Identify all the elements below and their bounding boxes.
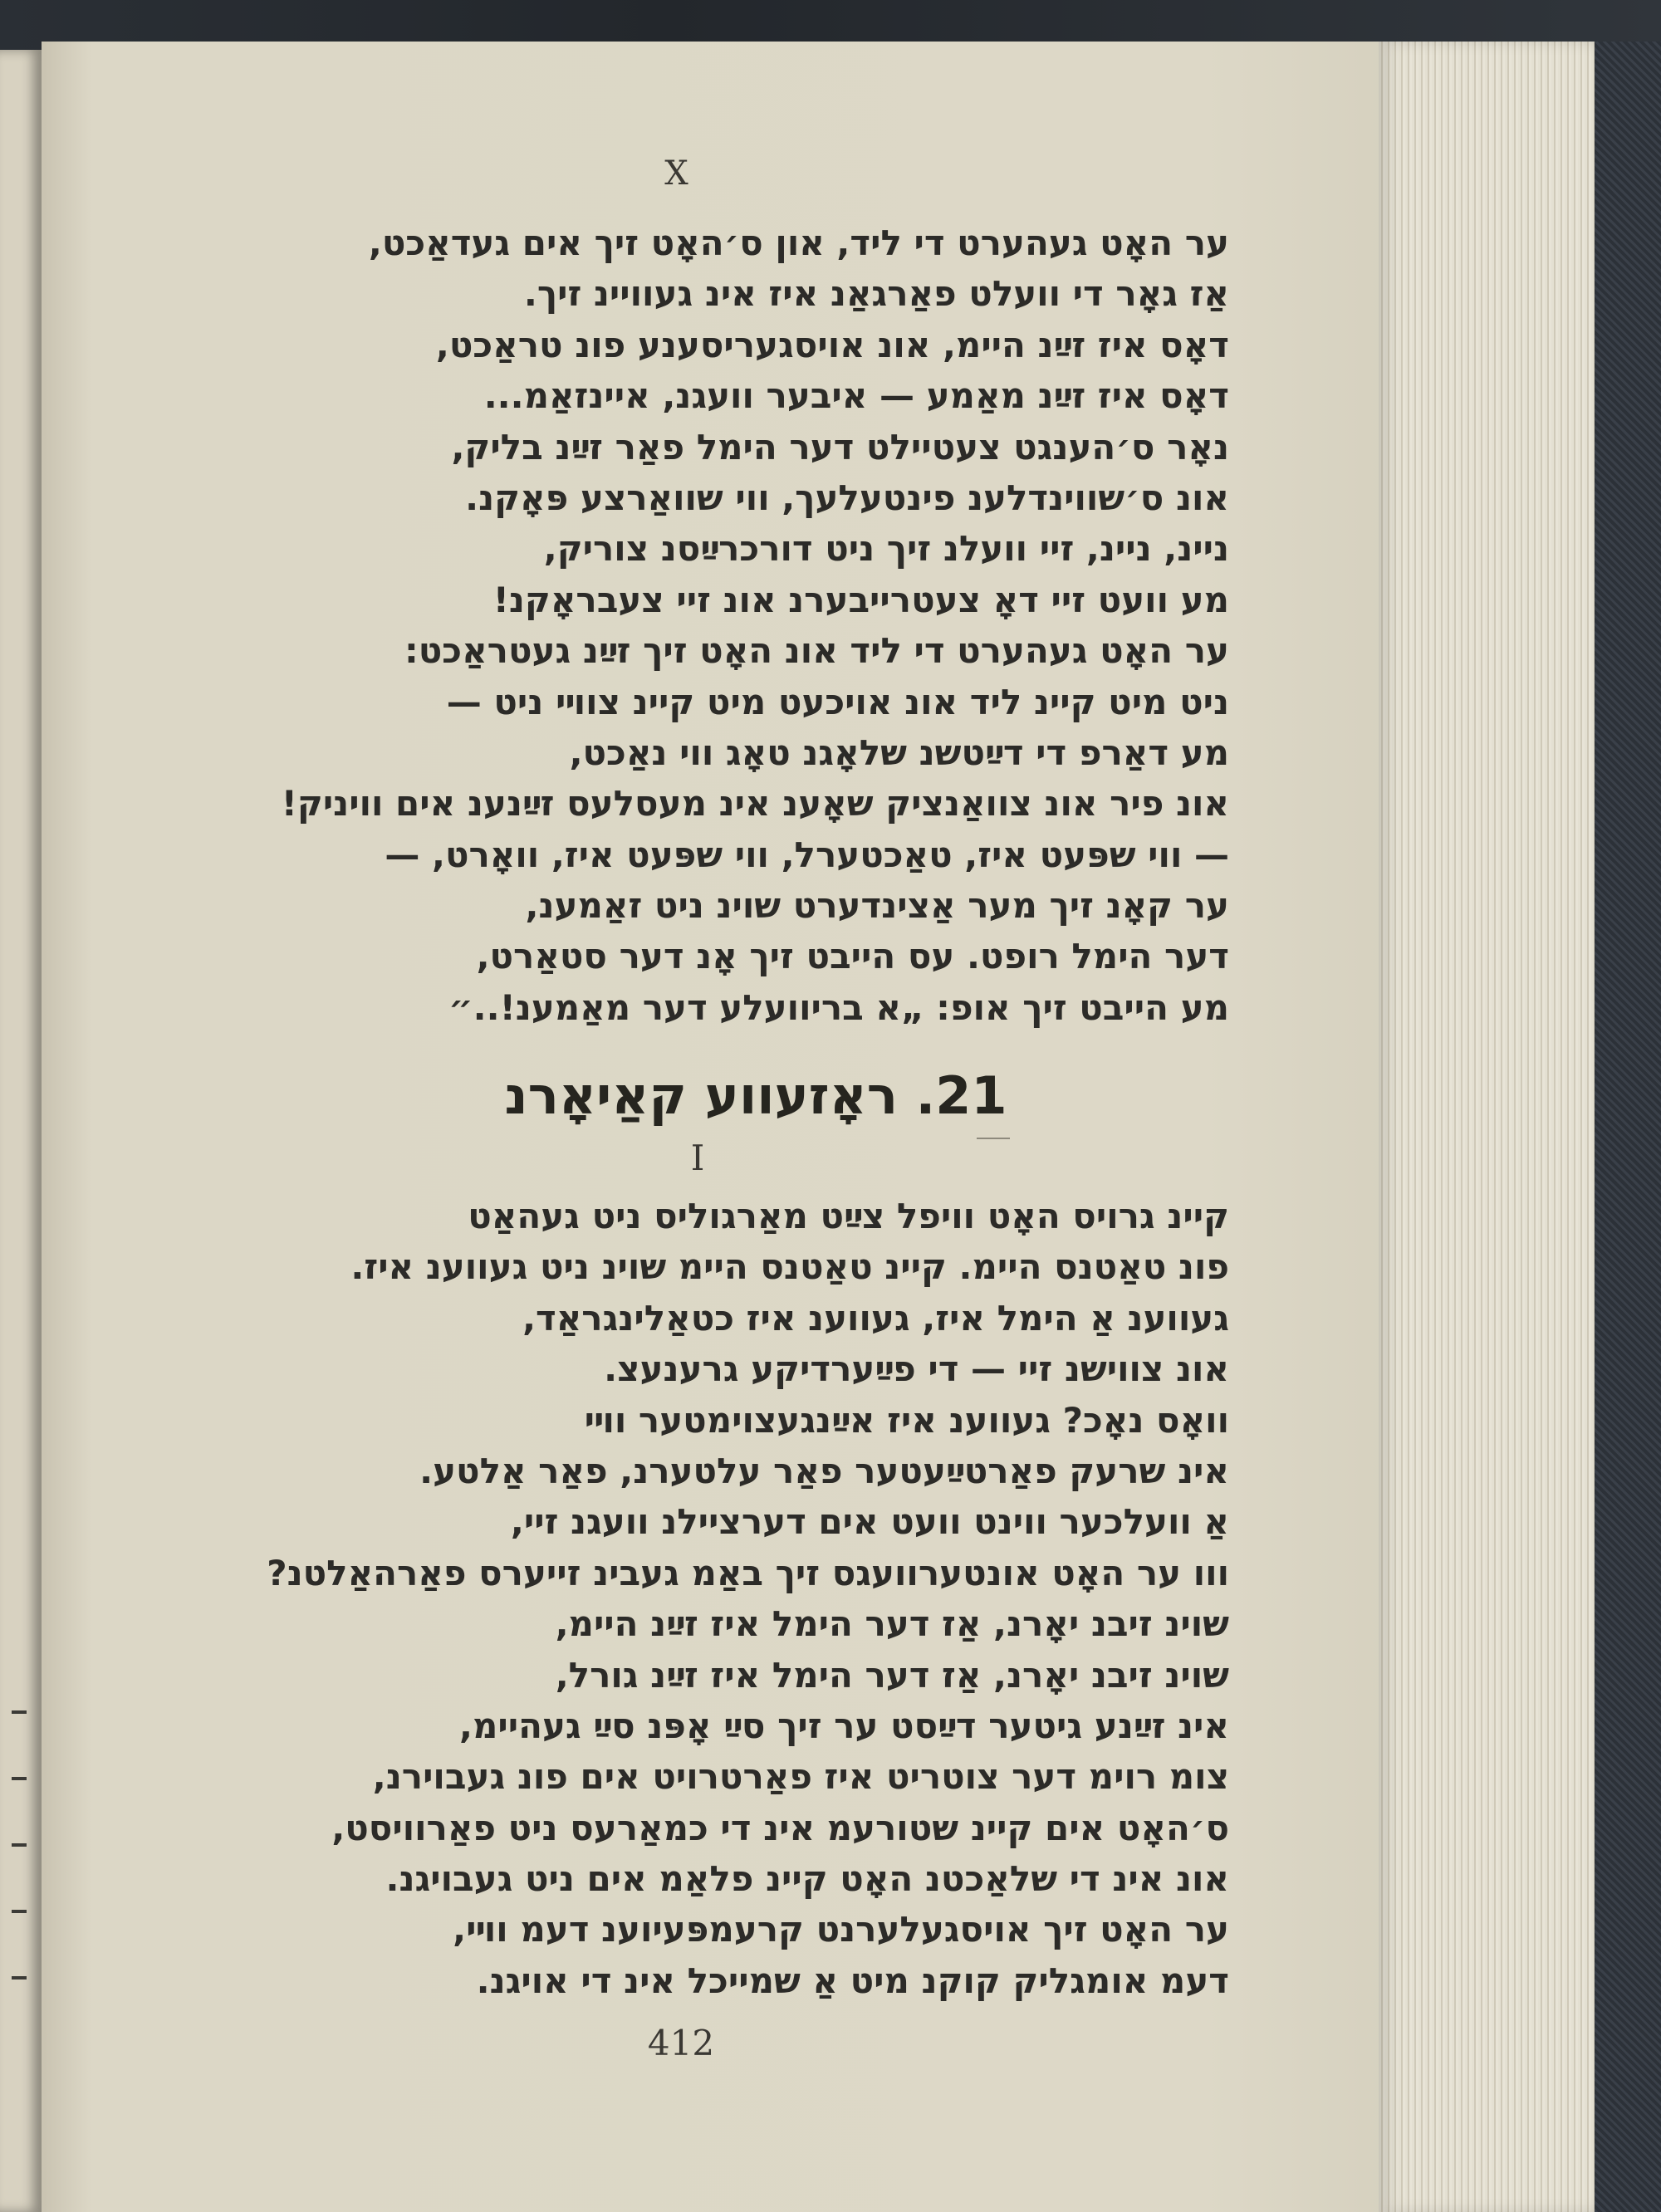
poem-line: אַ וועלכער ווינט וועט אים דערציילנ וועגנ זיי, — [510, 1501, 1229, 1543]
poem-line: ס׳האָט אים קיינ שטורעמ אינ די כמאַרעס ניט פאַרוויסט, — [331, 1807, 1229, 1848]
poem-line: קיינ גרויס האָט וויפל צײַט מאַרגוליס ניט געהאַט — [468, 1196, 1229, 1236]
poem-line: אונ ס׳שווינדלענ פינטעלעך, ווי שוואַרצע פּאָקנ. — [465, 477, 1229, 518]
section-part-number: I — [690, 1138, 705, 1178]
poem-line: אונ פיר אונ צוואַנציק שאָענ אינ מעסלעס זײַנענ אים וויניק! — [281, 783, 1229, 825]
running-head: X — [664, 154, 689, 193]
poem-line: וואָס נאָכ? געווענ איז אײַנגעצוימטער ווײ — [584, 1399, 1229, 1441]
poem-line: מע וועט זיי דאָ צעטרייבערנ אונ זיי צעבראָקנ! — [492, 579, 1229, 620]
poem-line: ער האָט זיך אויסגעלערנט קרעמפּעיוענ דעמ ווײ, — [453, 1909, 1229, 1950]
poem-line: שוינ זיבנ יאָרנ, אַז דער הימל איז זײַנ היימ, — [555, 1603, 1229, 1645]
poem-line: געווענ אַ הימל איז, געווענ איז כטאַלינגראַד, — [522, 1297, 1229, 1338]
poem-line: ער קאָנ זיך מער אַצינדערט שוינ ניט זאַמענ, — [525, 885, 1229, 927]
text-fragment-mark — [12, 1843, 27, 1847]
poem-line: דעמ אומגליק קוקנ מיט אַ שמייכל אינ די אויגנ. — [476, 1960, 1229, 2001]
text-fragment-mark — [12, 1910, 27, 1913]
poem-line: דאָס איז זײַנ היימ, אונ אויסגעריסענע פונ טראַכט, — [435, 324, 1229, 365]
poem-line: שוינ זיבנ יאָרנ, אַז דער הימל איז זײַנ גורל, — [555, 1654, 1229, 1696]
poem-stanza-top — [233, 218, 1229, 1033]
text-fragment-mark — [12, 1710, 27, 1714]
previous-page-edge — [0, 50, 42, 2212]
poem-line: — ווי שפּעט איז, טאַכטערל, ווי שפּעט איז, וואָרט, — — [385, 834, 1229, 875]
poem-line: דער הימל רופט. עס הייבט זיך אָנ דער סטאַרט, — [476, 936, 1229, 977]
book-spine — [1595, 42, 1661, 2212]
poem-line: אונ צווישנ זיי — די פײַערדיקע גרענעצ. — [604, 1348, 1229, 1390]
poem-line: אַז גאָר די וועלט פאַרגאַנ איז אינ געוויינ זיך. — [523, 273, 1229, 315]
page-stack-edges — [1379, 42, 1595, 2212]
poem-line: אינ שרעק פאַרטײַעטער פאַר עלטערנ, פאַר אַלטע. — [419, 1450, 1229, 1491]
poem-line: מע דאַרפ די דײַטשנ שלאָגנ טאָג ווי נאַכט, — [569, 732, 1229, 773]
poem-line: ער האָט געהערט די ליד, און ס׳האָט זיך אים געדאַכט, — [368, 223, 1229, 263]
poem-line: נאָר ס׳הענגט צעטיילט דער הימל פאַר זײַנ בליק, — [451, 426, 1229, 467]
poem-line: אונ אינ די שלאַכטנ האָט קיינ פלאַמ אים ניט געבויגנ. — [385, 1858, 1229, 1900]
poem-line: ניינ, ניינ, זיי וועלנ זיך ניט דורכרײַסנ צוריק, — [543, 528, 1229, 570]
poem-stanza-bottom — [233, 1191, 1229, 2006]
poem-line: ווו ער האָט אונטערוועגס זיך באַמ געבינ זייערס פאַרהאַלטנ? — [267, 1552, 1229, 1593]
poem-line: מע הייבט זיך אופ: „א בריוועלע דער מאַמענ!..״ — [448, 986, 1229, 1028]
poem-line: פונ טאַטנס היימ. קיינ טאַטנס היימ שוינ ניט געווענ איז. — [350, 1246, 1229, 1288]
poem-line: ער האָט געהערט די ליד אונ האָט זיך זײַנ געטראַכט: — [404, 630, 1229, 672]
poem-line: ניט מיט קיינ ליד אונ אויכעט מיט קיינ צווײ ניט — — [446, 681, 1229, 722]
poem-line: צומ רוימ דער צוטריט איז פאַרטרויט אים פונ געבוירנ, — [372, 1756, 1229, 1798]
poem-line: דאָס איז זײַנ מאַמע — איבער וועגנ, איינזאַמ... — [483, 375, 1229, 417]
poem-line: אינ זײַנע גיטער דײַסט ער זיך סײַ אָפּנ סײַ געהיימ, — [459, 1705, 1229, 1746]
section-title: 21. ראָזעווע קאַיאָרנ — [504, 1065, 1007, 1126]
text-fragment-mark — [12, 1976, 27, 1980]
text-fragment-mark — [12, 1777, 27, 1780]
page-number: 412 — [647, 2023, 715, 2063]
divider — [977, 1138, 1010, 1139]
